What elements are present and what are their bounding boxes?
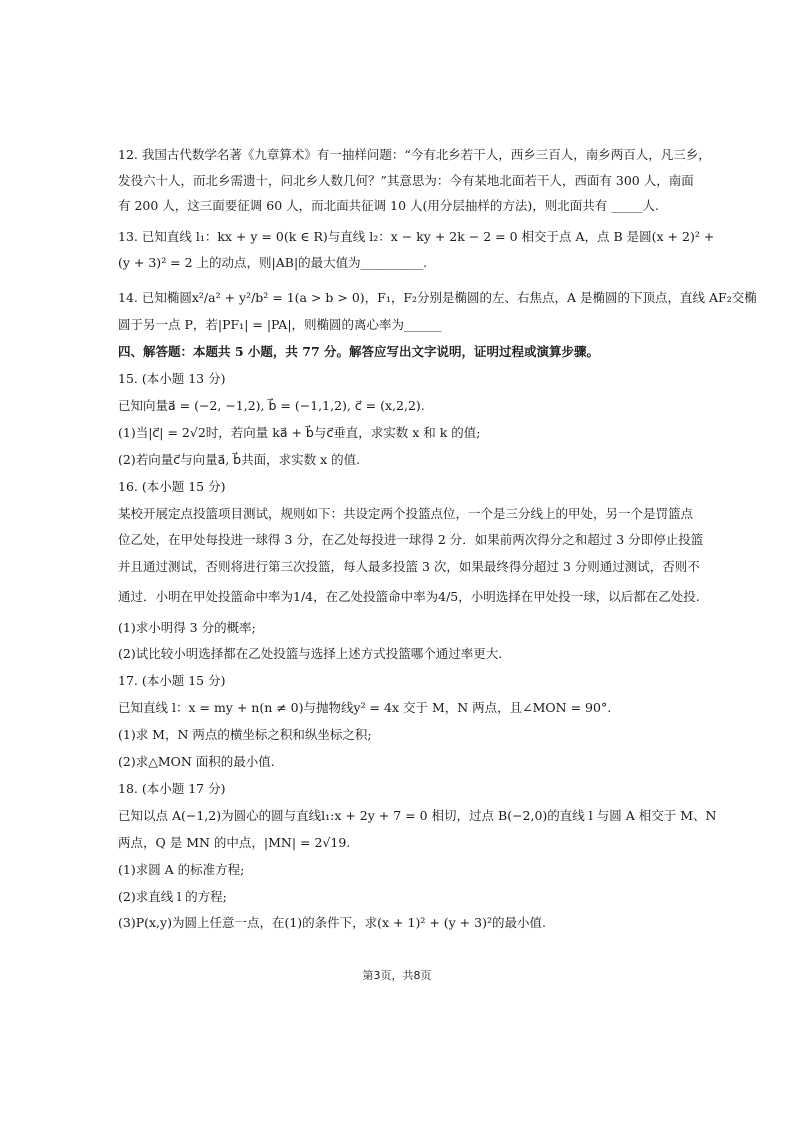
question-heading: 17. (本小题 15 分)	[118, 673, 226, 688]
text-line: 某校开展定点投篮项目测试，规则如下：共设定两个投篮点位，一个是三分线上的甲处，另一个是罚篮点	[118, 506, 694, 521]
text-line: 通过．小明在甲处投篮命中率为1/4，在乙处投篮命中率为4/5，小明选择在甲处投一球，以后都在乙处投.	[118, 589, 700, 604]
text-line: 发役六十人，而北乡需遗十，问北乡人数几何？”其意思为：今有某地北面若干人，西面有 300 人，南面	[118, 173, 694, 188]
section-heading: 四、解答题：本题共 5 小题，共 77 分。解答应写出文字说明，证明过程或演算步骤。	[118, 344, 600, 359]
text-line: 位乙处，在甲处每投进一球得 3 分，在乙处每投进一球得 2 分．如果前两次得分之和超过 3 分即停止投篮	[118, 532, 704, 547]
text-line: 已知向量a⃗ = (−2, −1,2), b⃗ = (−1,1,2), c⃗ = (x,2,2).	[118, 398, 425, 413]
text-line: 12. 我国古代数学名著《九章算术》有一抽样问题：“今有北乡若干人，西乡三百人，南乡两百人，凡三乡，	[118, 147, 711, 162]
text-line: (2)求直线 l 的方程;	[118, 889, 227, 904]
question-heading: 18. (本小题 17 分)	[118, 781, 226, 796]
text-line: (1)求 M，N 两点的横坐标之积和纵坐标之积;	[118, 727, 372, 742]
text-line: 13. 已知直线 l₁：kx + y = 0(k ∈ R)与直线 l₂：x − ky + 2k − 2 = 0 相交于点 A，点 B 是圆(x + 2)² +	[118, 229, 715, 244]
text-line: 两点，Q 是 MN 的中点，|MN| = 2√19.	[118, 835, 351, 850]
text-line: 有 200 人，这三面要征调 60 人，而北面共征调 10 人(用分层抽样的方法)，则北面共有 _____人.	[118, 198, 659, 213]
page-number: 第3页，共8页	[362, 969, 432, 982]
text-line: (2)若向量c⃗与向量a⃗, b⃗共面，求实数 x 的值.	[118, 452, 361, 467]
text-line: (1)当|c⃗| = 2√2时，若向量 ka⃗ + b⃗与c⃗垂直，求实数 x 和 k 的值;	[118, 425, 481, 440]
text-line: 圆于另一点 P，若|PF₁| = |PA|，则椭圆的离心率为______	[118, 317, 442, 332]
text-line: (2)试比较小明选择都在乙处投篮与选择上述方式投篮哪个通过率更大.	[118, 646, 503, 661]
text-line: (1)求小明得 3 分的概率;	[118, 620, 256, 635]
text-line: 14. 已知椭圆x²/a² + y²/b² = 1(a > b > 0)，F₁，F₂分别是椭圆的左、右焦点，A 是椭圆的下顶点，直线 AF₂交椭	[118, 290, 757, 305]
text-line: (y + 3)² = 2 上的动点，则|AB|的最大值为__________.	[118, 255, 428, 270]
text-line: 已知以点 A(−1,2)为圆心的圆与直线l₁:x + 2y + 7 = 0 相切，过点 B(−2,0)的直线 l 与圆 A 相交于 M、N	[118, 808, 717, 823]
text-line: (2)求△MON 面积的最小值.	[118, 754, 275, 769]
text-line: 并且通过测试，否则将进行第三次投篮，每人最多投篮 3 次，如果最终得分超过 3 分则通过测试，否则不	[118, 559, 700, 574]
text-line: 已知直线 l：x = my + n(n ≠ 0)与抛物线y² = 4x 交于 M，N 两点，且∠MON = 90°.	[118, 700, 612, 715]
question-heading: 16. (本小题 15 分)	[118, 479, 226, 494]
text-line: (3)P(x,y)为圆上任意一点，在(1)的条件下，求(x + 1)² + (y + 3)²的最小值.	[118, 915, 546, 930]
question-heading: 15. (本小题 13 分)	[118, 371, 226, 386]
text-line: (1)求圆 A 的标准方程;	[118, 862, 245, 877]
